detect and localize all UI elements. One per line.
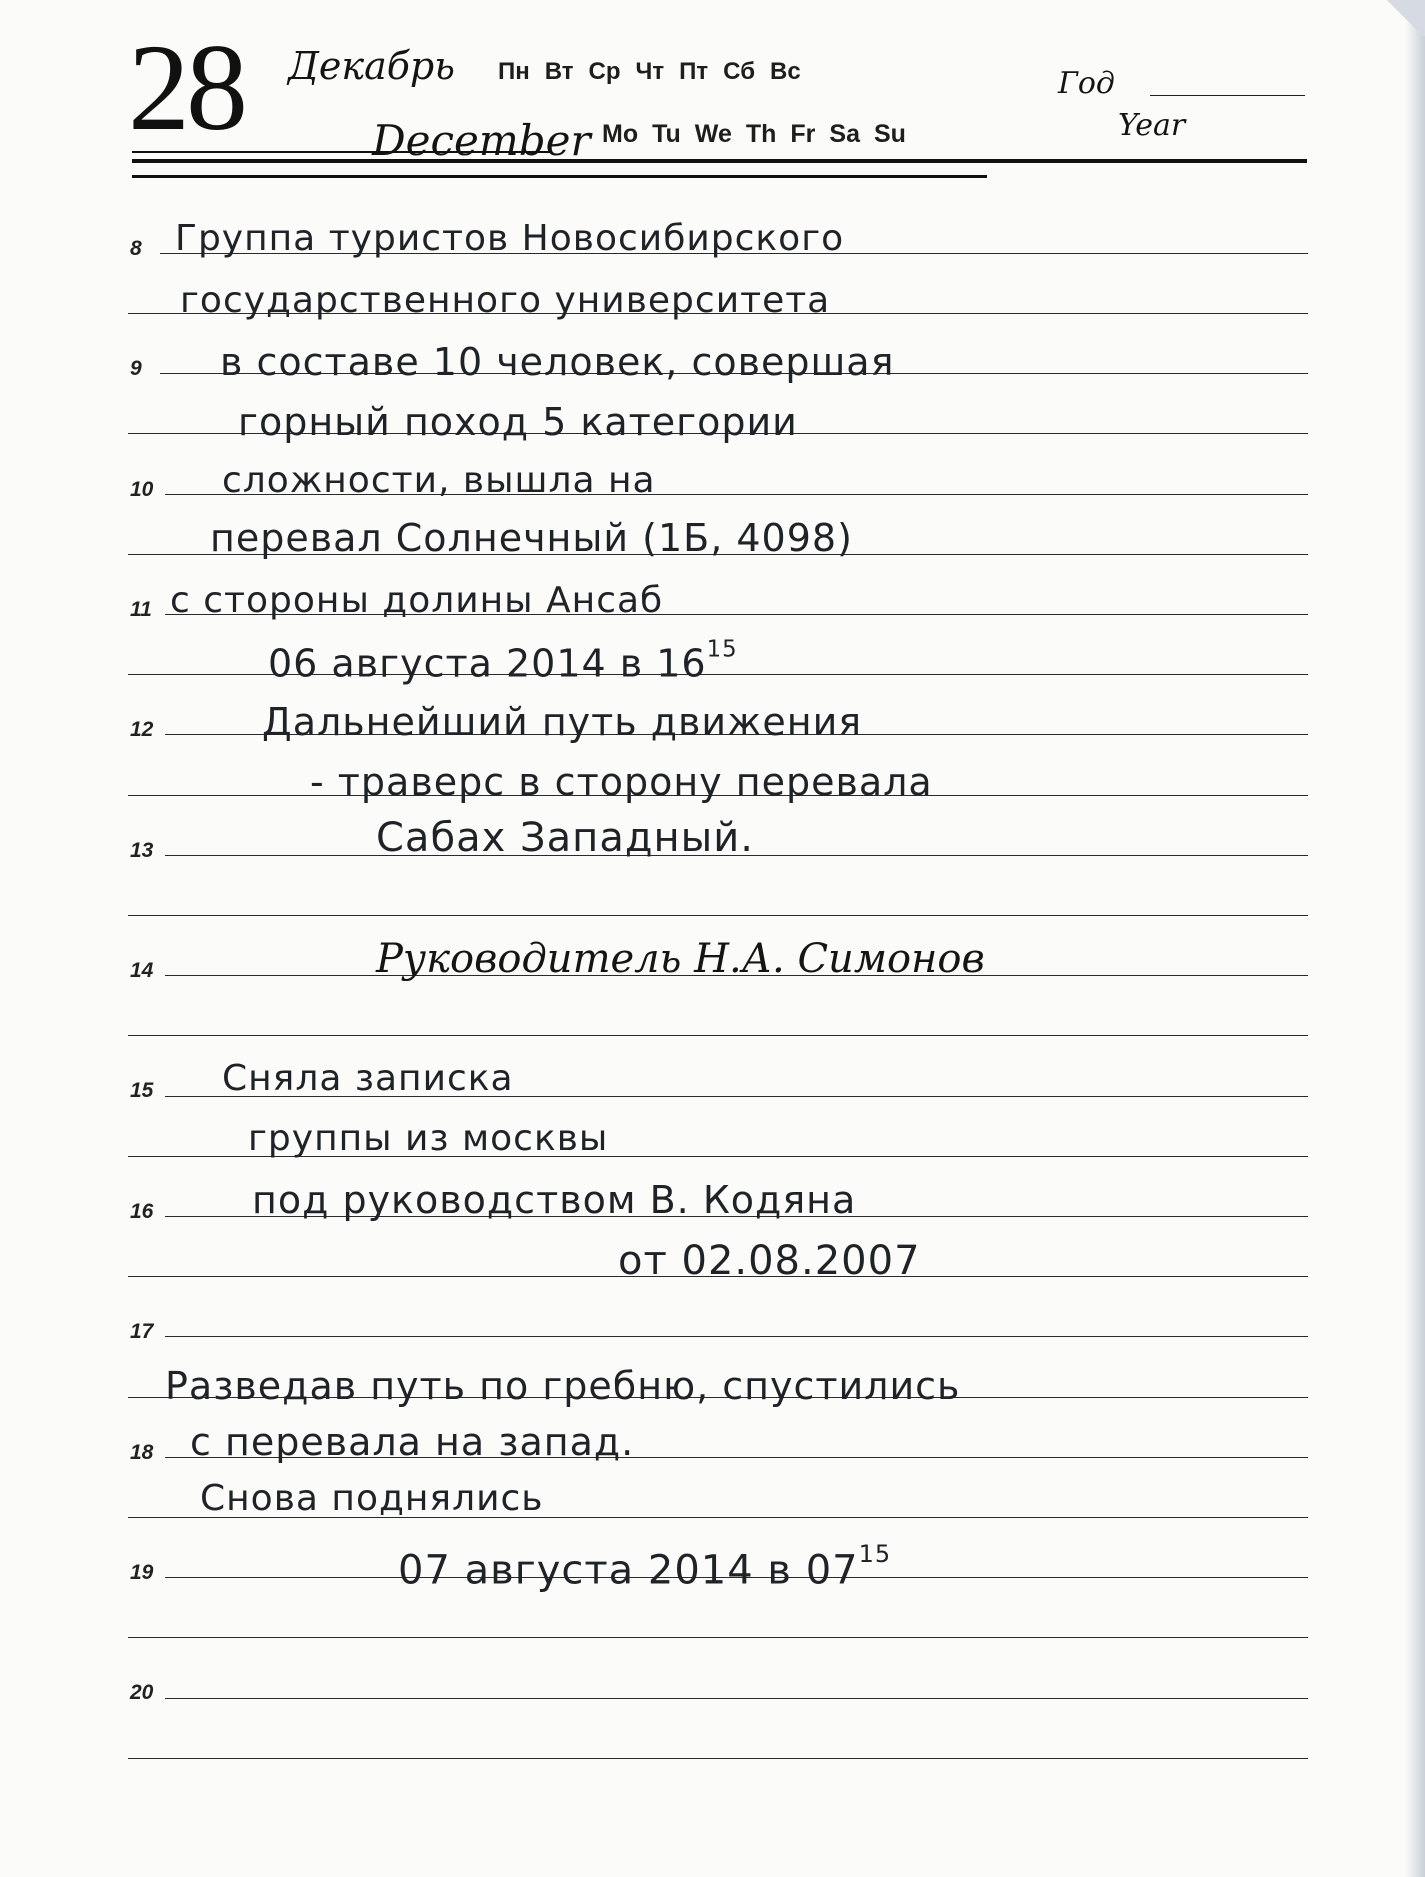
note-line: сложности, вышла на <box>222 460 656 501</box>
weekday-ru: Чт <box>635 58 665 85</box>
note-line: Группа туристов Новосибирского <box>175 218 845 259</box>
ruled-line <box>128 1637 1308 1638</box>
header-underline <box>132 151 552 153</box>
ruled-line <box>165 1336 1308 1337</box>
weekday-ru: Вт <box>544 58 574 85</box>
note-line: Дальнейший путь движения <box>262 700 863 744</box>
note-line <box>398 1540 891 1594</box>
weekday-en: Th <box>745 120 777 148</box>
hour-label: 15 <box>130 1079 154 1102</box>
weekday-ru: Ср <box>588 58 621 85</box>
weekday-ru: Вс <box>770 58 801 85</box>
weekday-ru: Сб <box>723 58 756 85</box>
note-line: группы из москвы <box>248 1118 609 1159</box>
note-line: с стороны долины Ансаб <box>170 580 664 621</box>
day-number: 28 <box>128 19 244 156</box>
hour-label: 13 <box>130 839 154 862</box>
weekday-en: We <box>694 120 732 148</box>
weekdays-ru <box>498 58 816 86</box>
note-date: 07 августа 2014 в 07 <box>398 1547 859 1594</box>
ruled-line <box>128 1758 1308 1759</box>
hour-label: 9 <box>130 357 142 380</box>
weekday-en: Tu <box>652 120 681 148</box>
note-line <box>268 636 738 686</box>
header-rule <box>132 159 1307 163</box>
signature-leader: Руководитель Н.А. Симонов <box>376 936 985 982</box>
weekday-ru: Пн <box>498 58 530 85</box>
note-time-sup: 15 <box>706 636 738 662</box>
hour-label: 12 <box>130 718 154 741</box>
ruled-line <box>165 1698 1308 1699</box>
weekday-en: Mo <box>602 120 639 148</box>
note-line: в составе 10 человек, совершая <box>220 340 895 384</box>
year-label-en: Year <box>1118 108 1186 143</box>
note-line: - траверс в сторону перевала <box>310 760 933 804</box>
weekday-en: Fr <box>790 120 816 148</box>
note-line: горный поход 5 категории <box>238 400 798 444</box>
header-rule-secondary <box>132 175 987 178</box>
hour-label: 18 <box>130 1441 154 1464</box>
month-ru: Декабрь <box>288 44 455 88</box>
note-line: Разведав путь по гребню, спустились <box>165 1364 961 1408</box>
hour-label: 19 <box>130 1561 154 1584</box>
year-label-ru: Год <box>1058 66 1115 101</box>
month-en: December <box>372 116 591 165</box>
page-corner-fold <box>1377 0 1425 36</box>
hour-label: 17 <box>130 1320 154 1343</box>
hour-label: 10 <box>130 478 154 501</box>
weekdays-en <box>602 120 920 149</box>
weekday-ru: Пт <box>679 58 709 85</box>
note-line: перевал Солнечный (1Б, 4098) <box>210 516 853 560</box>
hour-label: 14 <box>130 959 154 982</box>
weekday-en: Su <box>874 120 906 148</box>
year-field-line <box>1150 95 1305 96</box>
hour-label: 8 <box>130 237 142 260</box>
note-line: государственного университета <box>180 280 831 321</box>
note-line: Снова поднялись <box>200 1478 544 1519</box>
note-line: от 02.08.2007 <box>618 1238 921 1284</box>
note-date: 06 августа 2014 в 16 <box>268 641 707 686</box>
ruled-line <box>128 1035 1308 1036</box>
note-line: с перевала на запад. <box>190 1420 635 1464</box>
ruled-line <box>128 915 1308 916</box>
note-line: Сабах Западный. <box>376 815 754 861</box>
hour-label: 16 <box>130 1200 154 1223</box>
page-shadow <box>1405 0 1425 1877</box>
note-line: Сняла записка <box>222 1058 514 1099</box>
hour-label: 11 <box>130 598 152 621</box>
note-time-sup: 15 <box>858 1540 892 1568</box>
hour-label: 20 <box>130 1681 154 1704</box>
weekday-en: Sa <box>829 120 860 148</box>
note-line: под руководством В. Кодяна <box>252 1178 857 1222</box>
